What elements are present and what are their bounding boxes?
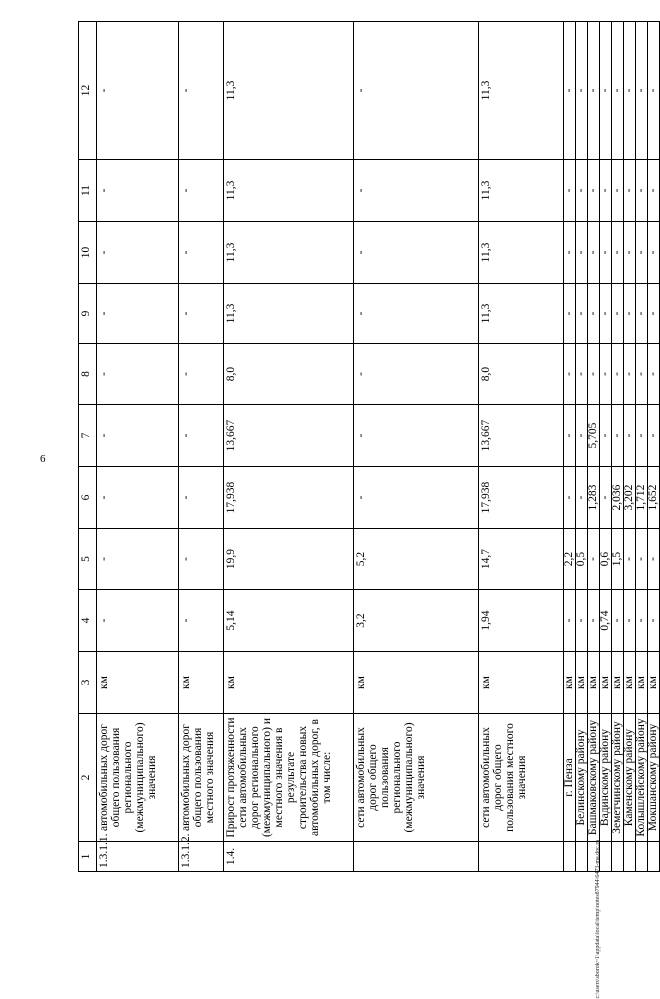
district-name-cell: Белинскому району: [576, 714, 588, 842]
value-cell: 11,3: [479, 222, 564, 284]
value-cell: -: [588, 160, 600, 222]
row-number-cell: [354, 842, 479, 872]
value-cell: -: [612, 22, 624, 160]
unit-cell: км: [600, 652, 612, 714]
value-cell: -: [624, 590, 636, 652]
value-cell: -: [648, 22, 660, 160]
district-row: [576, 22, 588, 872]
district-row: [648, 22, 660, 872]
value-cell: -: [612, 284, 624, 344]
value-cell: 2,036: [612, 467, 624, 529]
table-row: [224, 22, 354, 872]
value-cell: -: [588, 590, 600, 652]
value-cell: 0,6: [600, 529, 612, 590]
value-cell: 19,9: [224, 529, 354, 590]
district-name-cell: Колышлейскому району: [636, 714, 648, 842]
value-cell: -: [648, 284, 660, 344]
row-number-cell: [624, 842, 636, 872]
district-row: [612, 22, 624, 872]
value-cell: -: [636, 284, 648, 344]
value-cell: 0,5: [576, 529, 588, 590]
row-number-cell: [600, 842, 612, 872]
value-cell: -: [97, 22, 179, 160]
row-number-cell: [612, 842, 624, 872]
value-cell: 13,667: [479, 405, 564, 467]
indicator-name-cell: сети автомобильных дорог общего пользования местного значения: [479, 714, 564, 842]
value-cell: -: [564, 467, 576, 529]
value-cell: 17,938: [224, 467, 354, 529]
value-cell: -: [179, 284, 224, 344]
value-cell: -: [588, 222, 600, 284]
value-cell: 11,3: [224, 160, 354, 222]
value-cell: 11,3: [479, 22, 564, 160]
value-cell: -: [354, 344, 479, 405]
value-cell: -: [624, 405, 636, 467]
value-cell: -: [354, 284, 479, 344]
value-cell: -: [354, 467, 479, 529]
value-cell: -: [624, 284, 636, 344]
value-cell: -: [648, 529, 660, 590]
value-cell: -: [600, 160, 612, 222]
unit-cell: км: [648, 652, 660, 714]
value-cell: -: [576, 344, 588, 405]
table-row: [97, 22, 179, 872]
value-cell: -: [636, 222, 648, 284]
value-cell: 5,14: [224, 590, 354, 652]
column-number-header: 7: [79, 405, 97, 467]
value-cell: -: [354, 222, 479, 284]
value-cell: -: [636, 344, 648, 405]
value-cell: 1,712: [636, 467, 648, 529]
value-cell: -: [588, 529, 600, 590]
value-cell: 1,283: [588, 467, 600, 529]
value-cell: -: [354, 22, 479, 160]
value-cell: 17,938: [479, 467, 564, 529]
unit-cell: км: [624, 652, 636, 714]
value-cell: -: [97, 590, 179, 652]
value-cell: -: [612, 405, 624, 467]
value-cell: -: [576, 284, 588, 344]
district-row: [588, 22, 600, 872]
column-number-header: 8: [79, 344, 97, 405]
value-cell: -: [600, 22, 612, 160]
value-cell: -: [576, 467, 588, 529]
value-cell: -: [564, 222, 576, 284]
value-cell: -: [588, 284, 600, 344]
value-cell: -: [600, 467, 612, 529]
column-number-header: 11: [79, 160, 97, 222]
header-row: [79, 22, 97, 872]
value-cell: 1,5: [612, 529, 624, 590]
district-row: [636, 22, 648, 872]
district-row: [624, 22, 636, 872]
unit-cell: км: [224, 652, 354, 714]
value-cell: -: [636, 590, 648, 652]
value-cell: 11,3: [479, 284, 564, 344]
indicator-name-cell: Прирост протяженности сети автомобильных дорог регионального (межмуниципального) и местного значения в результате строительства новых автомобильных дорог, в том числе:: [224, 714, 354, 842]
value-cell: 11,3: [224, 222, 354, 284]
unit-cell: км: [576, 652, 588, 714]
value-cell: -: [564, 344, 576, 405]
value-cell: -: [648, 590, 660, 652]
value-cell: -: [648, 344, 660, 405]
value-cell: -: [97, 405, 179, 467]
value-cell: -: [179, 222, 224, 284]
value-cell: -: [576, 222, 588, 284]
value-cell: 1,94: [479, 590, 564, 652]
value-cell: -: [612, 222, 624, 284]
row-number-cell: [636, 842, 648, 872]
value-cell: -: [564, 590, 576, 652]
value-cell: -: [179, 405, 224, 467]
column-number-header: 5: [79, 529, 97, 590]
value-cell: -: [612, 344, 624, 405]
table-row: [179, 22, 224, 872]
district-name-cell: Башмаковскому району: [588, 714, 600, 842]
value-cell: -: [624, 222, 636, 284]
value-cell: 2,2: [564, 529, 576, 590]
value-cell: -: [624, 529, 636, 590]
value-cell: -: [97, 284, 179, 344]
column-number-header: 6: [79, 467, 97, 529]
value-cell: 5,2: [354, 529, 479, 590]
row-number-cell: [564, 842, 576, 872]
value-cell: -: [97, 344, 179, 405]
value-cell: -: [636, 160, 648, 222]
row-number-cell: 1.3.1.1.: [97, 842, 179, 872]
column-number-header: 3: [79, 652, 97, 714]
column-number-header: 4: [79, 590, 97, 652]
value-cell: -: [636, 529, 648, 590]
value-cell: -: [179, 467, 224, 529]
value-cell: -: [648, 405, 660, 467]
value-cell: 5,705: [588, 405, 600, 467]
rotated-table-wrapper: [78, 22, 659, 872]
district-name-cell: Земетчинскому району: [612, 714, 624, 842]
value-cell: 13,667: [224, 405, 354, 467]
table-row: [479, 22, 564, 872]
unit-cell: км: [588, 652, 600, 714]
value-cell: -: [600, 284, 612, 344]
value-cell: -: [636, 22, 648, 160]
column-number-header: 9: [79, 284, 97, 344]
value-cell: -: [600, 405, 612, 467]
row-number-cell: 1.3.1.2.: [179, 842, 224, 872]
value-cell: -: [612, 160, 624, 222]
value-cell: -: [600, 222, 612, 284]
district-name-cell: Мокшанскому району: [648, 714, 660, 842]
value-cell: -: [624, 344, 636, 405]
page-number: 6: [40, 453, 46, 465]
unit-cell: км: [564, 652, 576, 714]
unit-cell: км: [97, 652, 179, 714]
value-cell: -: [564, 284, 576, 344]
unit-cell: км: [479, 652, 564, 714]
value-cell: -: [624, 22, 636, 160]
value-cell: -: [624, 160, 636, 222]
column-number-header: 10: [79, 222, 97, 284]
value-cell: -: [636, 405, 648, 467]
value-cell: 11,3: [479, 160, 564, 222]
value-cell: 14,7: [479, 529, 564, 590]
value-cell: 0,74: [600, 590, 612, 652]
footer-file-path: c:\users\sborok~1\appdata\local\temp\notes87944\6473-ma.doc.ra: [595, 840, 601, 999]
value-cell: 11,3: [224, 284, 354, 344]
value-cell: 11,3: [224, 22, 354, 160]
value-cell: -: [179, 22, 224, 160]
value-cell: -: [97, 529, 179, 590]
indicator-name-cell: сети автомобильных дорог общего пользования регионального (межмуниципального) значения: [354, 714, 479, 842]
unit-cell: км: [636, 652, 648, 714]
value-cell: -: [97, 160, 179, 222]
value-cell: 3,2: [354, 590, 479, 652]
column-number-header: 2: [79, 714, 97, 842]
value-cell: -: [576, 22, 588, 160]
value-cell: -: [179, 529, 224, 590]
row-number-cell: [648, 842, 660, 872]
value-cell: -: [564, 160, 576, 222]
column-number-header: 1: [79, 842, 97, 872]
value-cell: -: [588, 344, 600, 405]
value-cell: -: [588, 22, 600, 160]
road-network-table: [78, 21, 660, 872]
row-number-cell: [576, 842, 588, 872]
indicator-name-cell: автомобильных дорог общего пользования регионального (межмуниципального) значения: [97, 714, 179, 842]
indicator-name-cell: автомобильных дорог общего пользования местного значения: [179, 714, 224, 842]
value-cell: -: [648, 160, 660, 222]
value-cell: -: [648, 222, 660, 284]
district-name-cell: Вадинскому району: [600, 714, 612, 842]
value-cell: -: [600, 344, 612, 405]
value-cell: -: [179, 160, 224, 222]
table-row: [354, 22, 479, 872]
value-cell: -: [612, 590, 624, 652]
district-name-cell: Каменскому району: [624, 714, 636, 842]
value-cell: 3,202: [624, 467, 636, 529]
value-cell: -: [354, 160, 479, 222]
value-cell: 8,0: [479, 344, 564, 405]
district-name-cell: г. Пенза: [564, 714, 576, 842]
unit-cell: км: [354, 652, 479, 714]
value-cell: -: [564, 22, 576, 160]
value-cell: -: [179, 344, 224, 405]
column-number-header: 12: [79, 22, 97, 160]
unit-cell: км: [179, 652, 224, 714]
value-cell: -: [564, 405, 576, 467]
value-cell: 1,652: [648, 467, 660, 529]
district-row: [600, 22, 612, 872]
value-cell: -: [576, 405, 588, 467]
row-number-cell: 1.4.: [224, 842, 354, 872]
district-row: [564, 22, 576, 872]
unit-cell: км: [612, 652, 624, 714]
value-cell: -: [179, 590, 224, 652]
value-cell: 8,0: [224, 344, 354, 405]
value-cell: -: [97, 467, 179, 529]
value-cell: -: [576, 160, 588, 222]
value-cell: -: [576, 590, 588, 652]
value-cell: -: [97, 222, 179, 284]
value-cell: -: [354, 405, 479, 467]
row-number-cell: [479, 842, 564, 872]
